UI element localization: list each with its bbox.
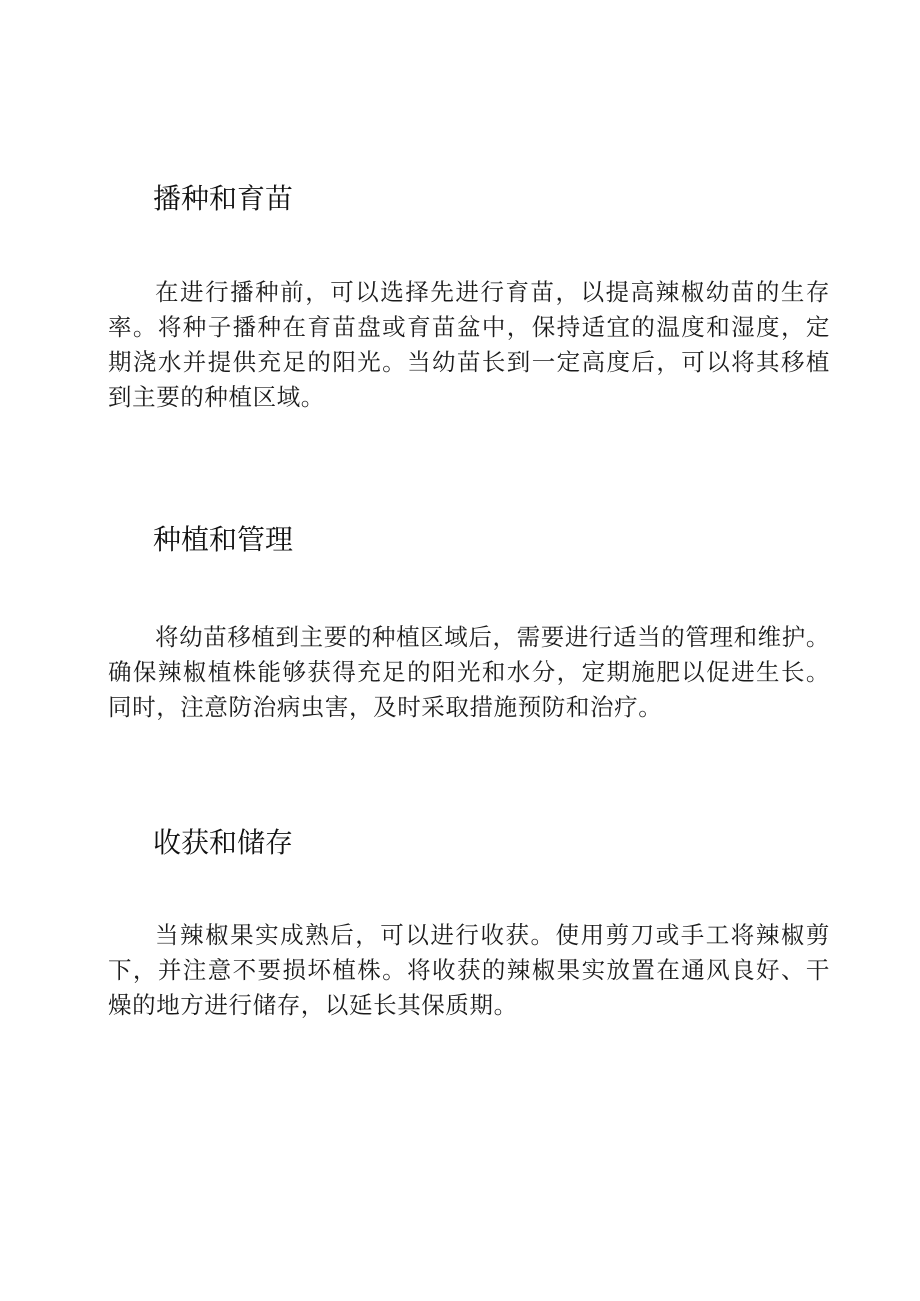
- section-sowing-seedling: [108, 181, 830, 415]
- section-planting-management: [108, 522, 830, 725]
- section-paragraph: 当辣椒果实成熟后，可以进行收获。使用剪刀或手工将辣椒剪下，并注意不要损坏植株。将收获的辣椒果实放置在通风良好、干燥的地方进行储存，以延长其保质期。: [108, 921, 830, 1019]
- section-heading: 收获和储存: [153, 826, 294, 859]
- section-paragraph: 将幼苗移植到主要的种植区域后，需要进行适当的管理和维护。确保辣椒植株能够获得充足的阳光和水分，定期施肥以促进生长。同时，注意防治病虫害，及时采取措施预防和治疗。: [108, 623, 830, 721]
- section-paragraph: 在进行播种前，可以选择先进行育苗，以提高辣椒幼苗的生存率。将种子播种在育苗盘或育苗盆中，保持适宜的温度和湿度，定期浇水并提供充足的阳光。当幼苗长到一定高度后，可以将其移植到主要的种植区域。: [108, 278, 830, 411]
- section-harvest-storage: [108, 825, 830, 1023]
- section-heading: 种植和管理: [153, 523, 294, 556]
- section-heading: 播种和育苗: [153, 182, 294, 215]
